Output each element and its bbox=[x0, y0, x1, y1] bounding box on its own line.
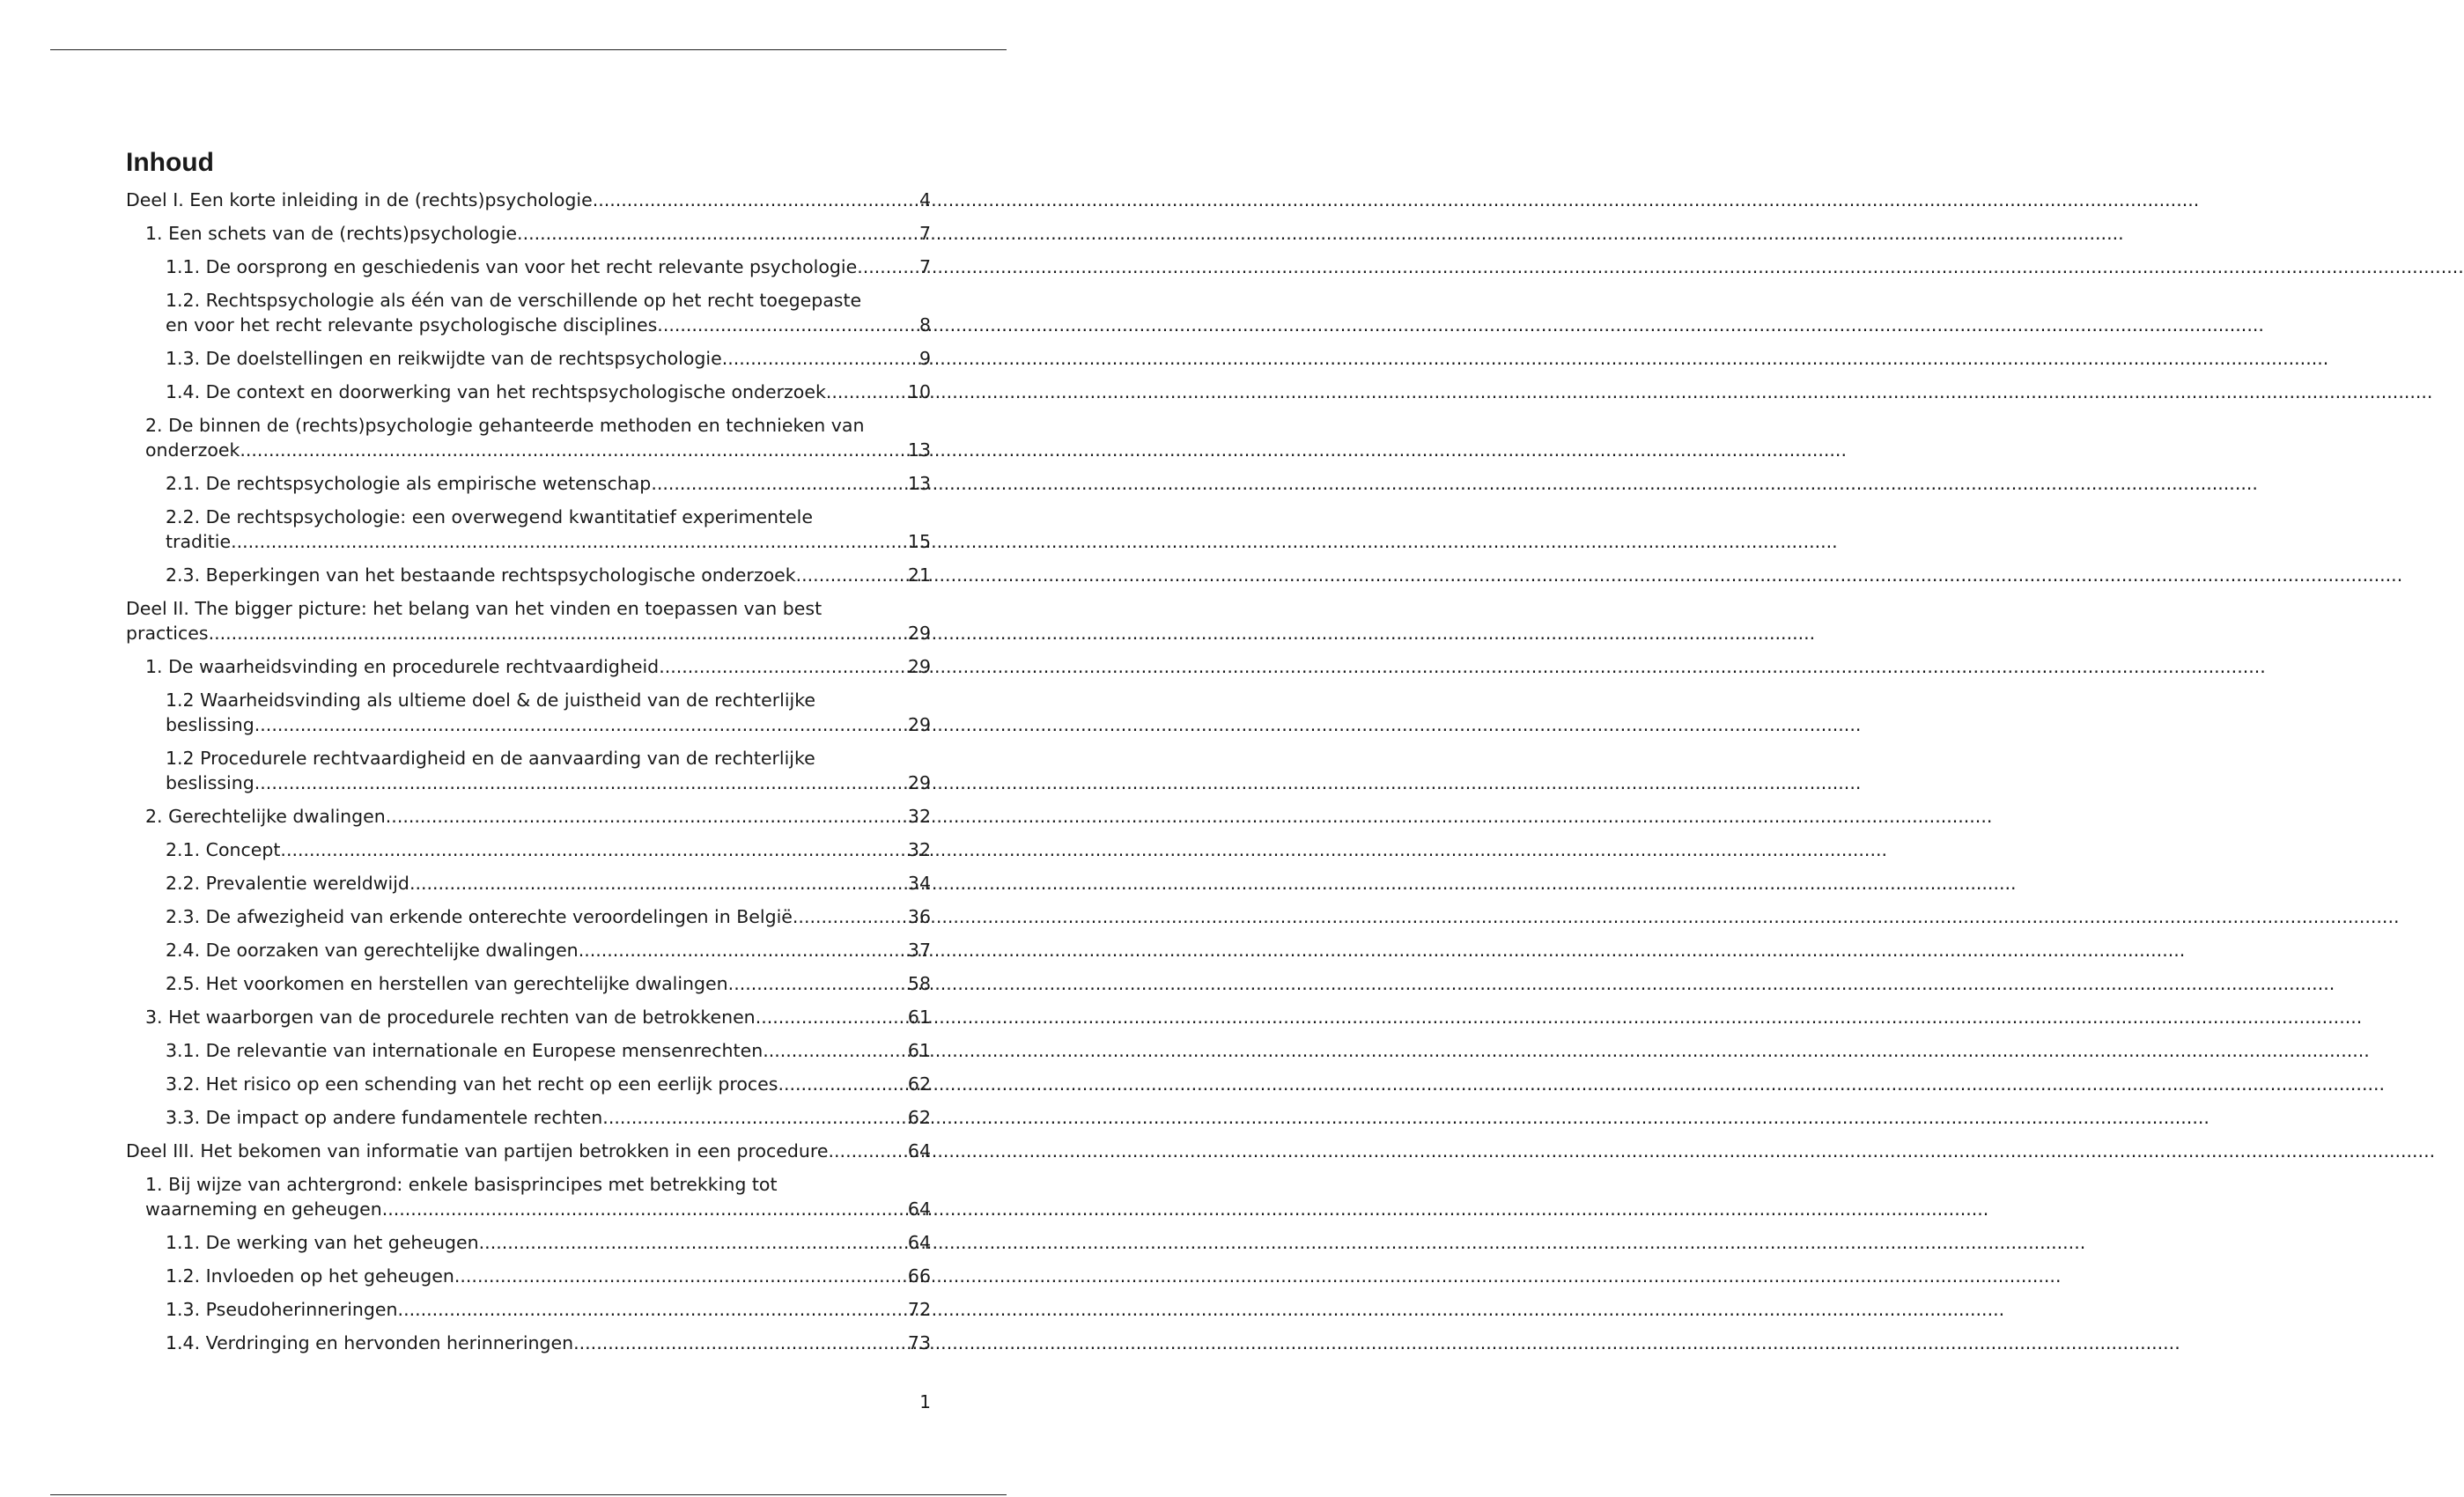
dot-leader bbox=[796, 563, 906, 587]
toc-entry-title: 2.1. De rechtspsychologie als empirische wetenschap bbox=[166, 473, 652, 494]
toc-entry-title-line: 1. Bij wijze van achtergrond: enkele basisprincipes met betrekking tot bbox=[145, 1174, 778, 1195]
toc-entry[interactable] bbox=[166, 471, 931, 496]
toc-entry-line bbox=[145, 438, 931, 462]
toc-entry[interactable] bbox=[166, 288, 931, 337]
toc-entry-title: 1.3. Pseudoherinneringen bbox=[166, 1299, 398, 1320]
toc-entry-title-line: 1.2 Waarheidsvinding als ultieme doel & de juistheid van de rechterlijke bbox=[166, 690, 815, 711]
toc-entry[interactable] bbox=[166, 563, 931, 587]
toc-entry-line bbox=[166, 871, 931, 896]
toc-entry-line bbox=[166, 529, 931, 554]
toc-entry-title: 2.3. De afwezigheid van erkende onterechte veroordelingen in België bbox=[166, 906, 793, 927]
toc-entry-page: 58 bbox=[907, 973, 931, 994]
dot-leader bbox=[857, 254, 918, 279]
toc-entry-title: 1. Een schets van de (rechts)psychologie bbox=[145, 223, 518, 244]
dot-leader bbox=[240, 438, 906, 462]
toc-entry-page: 15 bbox=[907, 531, 931, 552]
toc-entry-title: Deel I. Een korte inleiding in de (rechts)psychologie bbox=[126, 189, 593, 210]
toc-entry-title: 1. De waarheidsvinding en procedurele rechtvaardigheid bbox=[145, 656, 660, 677]
toc-entry[interactable] bbox=[166, 688, 931, 737]
toc-entry-title: 2.4. De oorzaken van gerechtelijke dwalingen bbox=[166, 940, 579, 961]
toc-entry-title: beslissing bbox=[166, 714, 255, 735]
toc-entry-line bbox=[166, 1331, 931, 1355]
toc-entry-page: 64 bbox=[907, 1198, 931, 1220]
toc-entry-title: en voor het recht relevante psychologische disciplines bbox=[166, 314, 658, 336]
footer-rule bbox=[50, 1494, 1007, 1495]
dot-leader bbox=[409, 871, 906, 896]
toc-entry-title: 1.4. De context en doorwerking van het rechtspsychologische onderzoek bbox=[166, 381, 826, 402]
toc-entry-title: traditie bbox=[166, 531, 232, 552]
toc-entry-line bbox=[145, 1005, 931, 1029]
toc-entry-page: 13 bbox=[907, 473, 931, 494]
toc-entry-page: 73 bbox=[907, 1332, 931, 1353]
toc-entry-line bbox=[166, 837, 931, 862]
toc-entry[interactable] bbox=[166, 871, 931, 896]
toc-entry-title: 2.1. Concept bbox=[166, 839, 281, 860]
toc-entry-page: 29 bbox=[907, 714, 931, 735]
dot-leader bbox=[793, 904, 906, 929]
toc-entry-line bbox=[166, 771, 931, 795]
toc-entry[interactable] bbox=[145, 654, 931, 679]
dot-leader bbox=[255, 712, 906, 737]
toc-entry[interactable] bbox=[166, 1038, 931, 1063]
toc-entry-page: 32 bbox=[907, 839, 931, 860]
dot-leader bbox=[255, 771, 906, 795]
toc-entry[interactable] bbox=[145, 413, 931, 462]
toc-entry-page: 9 bbox=[918, 348, 931, 369]
dot-leader bbox=[602, 1105, 906, 1130]
toc-entry[interactable] bbox=[166, 1264, 931, 1288]
toc-entry-line bbox=[166, 563, 931, 587]
dot-leader bbox=[573, 1331, 906, 1355]
toc-entry[interactable] bbox=[166, 380, 931, 404]
toc-entry[interactable] bbox=[166, 1331, 931, 1355]
toc-entry-line bbox=[166, 1297, 931, 1322]
toc-entry[interactable] bbox=[166, 746, 931, 795]
toc-entry[interactable] bbox=[166, 837, 931, 862]
toc-entry-page: 4 bbox=[918, 189, 931, 210]
toc-entry-line bbox=[166, 471, 931, 496]
dot-leader bbox=[728, 971, 906, 996]
toc-entry-line bbox=[145, 654, 931, 679]
toc-entry[interactable] bbox=[166, 1297, 931, 1322]
toc-entry-line bbox=[126, 1139, 931, 1163]
table-of-contents bbox=[126, 188, 931, 1355]
toc-entry[interactable] bbox=[145, 1005, 931, 1029]
toc-entry[interactable] bbox=[166, 254, 931, 279]
toc-entry-page: 72 bbox=[907, 1299, 931, 1320]
toc-entry-title: 2.3. Beperkingen van het bestaande rechtspsychologische onderzoek bbox=[166, 564, 796, 586]
toc-entry-line bbox=[166, 346, 931, 371]
toc-entry-line bbox=[166, 1038, 931, 1063]
dot-leader bbox=[763, 1038, 906, 1063]
toc-entry-page: 61 bbox=[907, 1007, 931, 1028]
page-title: Inhoud bbox=[126, 148, 214, 177]
toc-entry-line bbox=[166, 1105, 931, 1130]
toc-entry[interactable] bbox=[166, 904, 931, 929]
toc-entry[interactable] bbox=[126, 188, 931, 212]
toc-entry-line bbox=[145, 804, 931, 829]
toc-entry[interactable] bbox=[126, 596, 931, 645]
toc-entry-line bbox=[166, 254, 931, 279]
toc-entry-line bbox=[166, 1264, 931, 1288]
toc-entry-page: 32 bbox=[907, 806, 931, 827]
toc-entry-page: 29 bbox=[907, 772, 931, 793]
toc-entry-title: 2.5. Het voorkomen en herstellen van gerechtelijke dwalingen bbox=[166, 973, 728, 994]
toc-entry[interactable] bbox=[166, 1230, 931, 1255]
toc-entry-line bbox=[166, 938, 931, 962]
toc-entry-title: 1.4. Verdringing en hervonden herinneringen bbox=[166, 1332, 574, 1353]
toc-entry-title: 1.1. De werking van het geheugen bbox=[166, 1232, 479, 1253]
toc-entry-title: 3. Het waarborgen van de procedurele rechten van de betrokkenen bbox=[145, 1007, 756, 1028]
dot-leader bbox=[829, 1139, 906, 1163]
dot-leader bbox=[826, 380, 906, 404]
toc-entry-title-line: 1.2 Procedurele rechtvaardigheid en de aanvaarding van de rechterlijke bbox=[166, 748, 815, 769]
toc-entry[interactable] bbox=[166, 971, 931, 996]
dot-leader bbox=[280, 837, 905, 862]
toc-entry-line bbox=[166, 712, 931, 737]
dot-leader bbox=[657, 313, 918, 337]
toc-entry-title-line: 2.2. De rechtspsychologie: een overwegend kwantitatief experimentele bbox=[166, 506, 813, 527]
dot-leader bbox=[454, 1264, 906, 1288]
toc-entry-title: waarneming en geheugen bbox=[145, 1198, 382, 1220]
dot-leader bbox=[651, 471, 906, 496]
dot-leader bbox=[722, 346, 918, 371]
toc-entry-page: 34 bbox=[907, 873, 931, 894]
toc-entry-title: 1.3. De doelstellingen en reikwijdte van de rechtspsychologie bbox=[166, 348, 722, 369]
toc-entry[interactable] bbox=[166, 938, 931, 962]
toc-entry-line bbox=[166, 971, 931, 996]
toc-entry-page: 62 bbox=[907, 1107, 931, 1128]
toc-entry[interactable] bbox=[166, 346, 931, 371]
dot-leader bbox=[398, 1297, 906, 1322]
toc-entry-title: 3.3. De impact op andere fundamentele rechten bbox=[166, 1107, 603, 1128]
dot-leader bbox=[517, 221, 918, 246]
toc-entry-title: 3.1. De relevantie van internationale en Europese mensenrechten bbox=[166, 1040, 764, 1061]
toc-entry-page: 10 bbox=[907, 381, 931, 402]
toc-entry-page: 7 bbox=[918, 223, 931, 244]
toc-entry-page: 61 bbox=[907, 1040, 931, 1061]
dot-leader bbox=[209, 621, 906, 645]
dot-leader bbox=[659, 654, 906, 679]
toc-entry-title: 3.2. Het risico op een schending van het recht op een eerlijk proces bbox=[166, 1073, 778, 1095]
toc-page bbox=[126, 145, 931, 1364]
toc-entry-title-line: 2. De binnen de (rechts)psychologie gehanteerde methoden en technieken van bbox=[145, 415, 865, 436]
toc-entry-page: 66 bbox=[907, 1265, 931, 1287]
dot-leader bbox=[479, 1230, 906, 1255]
toc-entry-page: 29 bbox=[907, 623, 931, 644]
toc-entry-title: onderzoek bbox=[145, 439, 240, 461]
toc-entry-page: 36 bbox=[907, 906, 931, 927]
toc-entry-page: 21 bbox=[907, 564, 931, 586]
toc-entry-title: 2. Gerechtelijke dwalingen bbox=[145, 806, 386, 827]
dot-leader bbox=[756, 1005, 906, 1029]
toc-entry[interactable] bbox=[145, 1172, 931, 1221]
toc-entry-page: 37 bbox=[907, 940, 931, 961]
dot-leader bbox=[778, 1072, 905, 1096]
dot-leader bbox=[231, 529, 906, 554]
toc-entry-title: 1.1. De oorsprong en geschiedenis van voor het recht relevante psychologie bbox=[166, 256, 858, 277]
toc-entry-line bbox=[145, 221, 931, 246]
toc-entry-page: 62 bbox=[907, 1073, 931, 1095]
toc-entry-page: 29 bbox=[907, 656, 931, 677]
toc-entry-line bbox=[166, 313, 931, 337]
toc-entry-line bbox=[145, 1197, 931, 1221]
toc-entry[interactable] bbox=[145, 804, 931, 829]
toc-entry[interactable] bbox=[166, 1072, 931, 1096]
toc-entry[interactable] bbox=[166, 1105, 931, 1130]
toc-entry-title: 2.2. Prevalentie wereldwijd bbox=[166, 873, 409, 894]
toc-entry-title-line: 1.2. Rechtspsychologie als één van de verschillende op het recht toegepaste bbox=[166, 290, 862, 311]
toc-entry-line bbox=[126, 621, 931, 645]
page-number: 1 bbox=[919, 1391, 931, 1412]
toc-entry[interactable] bbox=[166, 505, 931, 554]
toc-entry-page: 8 bbox=[918, 314, 931, 336]
toc-entry-page: 64 bbox=[907, 1232, 931, 1253]
toc-entry-page: 64 bbox=[907, 1140, 931, 1161]
toc-entry[interactable] bbox=[126, 1139, 931, 1163]
dot-leader bbox=[382, 1197, 906, 1221]
toc-entry-title-line: Deel II. The bigger picture: het belang van het vinden en toepassen van best bbox=[126, 598, 823, 619]
toc-entry[interactable] bbox=[145, 221, 931, 246]
dot-leader bbox=[579, 938, 906, 962]
toc-entry-title: 1.2. Invloeden op het geheugen bbox=[166, 1265, 454, 1287]
toc-entry-page: 13 bbox=[907, 439, 931, 461]
toc-entry-line bbox=[126, 188, 931, 212]
header-rule bbox=[50, 49, 1007, 50]
toc-entry-title: Deel III. Het bekomen van informatie van partijen betrokken in een procedure bbox=[126, 1140, 829, 1161]
toc-entry-line bbox=[166, 1072, 931, 1096]
toc-entry-line bbox=[166, 904, 931, 929]
toc-entry-title: beslissing bbox=[166, 772, 255, 793]
toc-entry-line bbox=[166, 1230, 931, 1255]
dot-leader bbox=[593, 188, 918, 212]
toc-entry-page: 7 bbox=[918, 256, 931, 277]
dot-leader bbox=[386, 804, 906, 829]
toc-entry-title: practices bbox=[126, 623, 209, 644]
toc-entry-line bbox=[166, 380, 931, 404]
